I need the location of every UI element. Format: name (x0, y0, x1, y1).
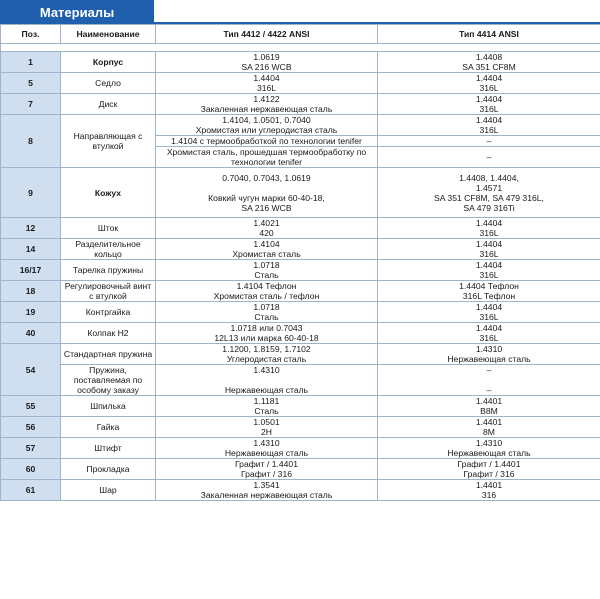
type1-cell-line: 2H (261, 427, 272, 437)
type2-cell (378, 168, 600, 218)
type2-cell-line: 1.4408 (475, 52, 503, 62)
type2-cell-line: 316 (481, 490, 497, 500)
type2-cell-line: 316L (479, 333, 499, 343)
type1-cell (156, 480, 378, 501)
table-row (1, 73, 600, 94)
pos-cell: 12 (1, 218, 61, 239)
pos-cell: 60 (1, 459, 61, 480)
table-row (1, 94, 600, 115)
type2-cell-line: 1.4571 (475, 182, 503, 193)
table-row (1, 323, 600, 344)
type1-cell (156, 365, 378, 396)
type1-cell-line (158, 375, 375, 385)
type1-cell (156, 323, 378, 344)
type1-cell (156, 260, 378, 281)
table-row (1, 396, 600, 417)
table-row (1, 239, 600, 260)
type2-cell-line: 1.4404 (475, 73, 503, 83)
table-row (1, 218, 600, 239)
table-row (1, 302, 600, 323)
type2-cell-line: Графит / 316 (463, 469, 515, 479)
name-cell: Тарелка пружины (61, 260, 156, 281)
type1-cell-line: 1.4021 (253, 218, 280, 228)
type2-cell (378, 136, 600, 147)
type2-cell-line: 1.4401 (475, 480, 503, 490)
type2-cell-line: Нержавеющая сталь (447, 354, 531, 364)
table-row (1, 417, 600, 438)
name-cell: Колпак Н2 (61, 323, 156, 344)
type2-cell-line: SA 479 316Ti (463, 202, 515, 213)
type1-cell-line: 1.0501 (253, 417, 280, 427)
type2-cell-line: 1.4404 (475, 260, 503, 270)
pos-cell: 55 (1, 396, 61, 417)
type1-cell-line: 12L13 или марка 60-40-18 (214, 333, 319, 343)
name-cell: Шпилька (61, 396, 156, 417)
type1-cell (156, 94, 378, 115)
type1-cell-line: Хромистая сталь / тефлон (213, 291, 320, 301)
type2-cell (378, 260, 600, 281)
type1-cell-line: Углеродистая сталь (226, 354, 307, 364)
type2-cell-line: 1.4404 (475, 302, 503, 312)
pos-cell: 40 (1, 323, 61, 344)
type2-cell-line: 1.4310 (475, 438, 503, 448)
materials-table (0, 24, 600, 501)
header-row (1, 25, 600, 44)
type2-cell (378, 302, 600, 323)
pos-cell: 61 (1, 480, 61, 501)
type2-cell-line: 316L (479, 104, 499, 114)
type1-cell-line: 1.0718 (253, 302, 280, 312)
type1-cell-line: 1.4104 (253, 239, 280, 249)
type1-cell (156, 459, 378, 480)
section-title: Материалы (0, 0, 154, 24)
table-row (1, 365, 600, 396)
table-row (1, 281, 600, 302)
type1-cell-line: 316L (256, 83, 277, 93)
type2-cell (378, 438, 600, 459)
type2-cell-line: – (486, 136, 492, 146)
header-name: Наименование (61, 25, 156, 44)
pos-cell: 14 (1, 239, 61, 260)
type2-cell (378, 396, 600, 417)
type1-cell-line: 1.4122 (253, 94, 280, 104)
table-row (1, 480, 600, 501)
type1-cell (156, 147, 378, 168)
type2-cell (378, 323, 600, 344)
name-cell: Седло (61, 73, 156, 94)
type1-cell (156, 115, 378, 136)
type2-cell-line: 1.4404 (475, 115, 503, 125)
pos-cell: 1 (1, 52, 61, 73)
name-cell: Гайка (61, 417, 156, 438)
name-cell: Диск (61, 94, 156, 115)
type1-cell-line: SA 216 WCB (241, 62, 292, 72)
type1-cell-line: 1.0619 (253, 52, 280, 62)
type2-cell-line (380, 375, 598, 385)
materials-table-body (1, 52, 600, 501)
name-cell: Стандартная пружина (61, 344, 156, 365)
name-cell: Кожух (61, 168, 156, 218)
type2-cell (378, 147, 600, 168)
header-type1: Тип 4412 / 4422 ANSI (156, 25, 378, 44)
type2-cell-line: 1.4404 Тефлон (459, 281, 519, 291)
type2-cell (378, 417, 600, 438)
type2-cell (378, 459, 600, 480)
type1-cell-line: Сталь (254, 270, 279, 280)
name-cell: Прокладка (61, 459, 156, 480)
name-cell: Шток (61, 218, 156, 239)
table-row (1, 52, 600, 73)
table-row (1, 260, 600, 281)
type2-cell-line: 1.4404 (475, 94, 503, 104)
pos-cell: 8 (1, 115, 61, 168)
type1-cell-line: 1.1181 (253, 396, 280, 406)
header-spacer (1, 44, 600, 52)
type2-cell-line: SA 351 CF8M, SA 479 316L, (434, 192, 544, 203)
type1-cell (156, 218, 378, 239)
name-cell: Корпус (61, 52, 156, 73)
table-row (1, 438, 600, 459)
type2-cell-line: Графит / 1.4401 (457, 459, 521, 469)
name-cell: Пружина, поставляемая по особому заказу (61, 365, 156, 396)
type1-cell (156, 73, 378, 94)
type1-cell-line: SA 216 WCB (241, 202, 292, 213)
type1-cell-line (158, 183, 375, 193)
type2-cell-line: 316L (479, 312, 499, 322)
header-type2: Тип 4414 ANSI (378, 25, 600, 44)
type1-cell-line: 1.0718 или 0.7043 (230, 323, 303, 333)
pos-cell: 19 (1, 302, 61, 323)
pos-cell: 54 (1, 344, 61, 396)
type1-cell-line: 1.4404 (253, 73, 280, 83)
pos-cell: 9 (1, 168, 61, 218)
type2-cell (378, 115, 600, 136)
table-row (1, 115, 600, 136)
type2-cell-line: 1.4404 (475, 218, 503, 228)
table-row (1, 168, 600, 218)
type1-cell (156, 438, 378, 459)
type2-cell-line: 316L (479, 125, 499, 135)
type1-cell (156, 136, 378, 147)
type1-cell-line: Нержавеющая сталь (224, 448, 309, 458)
type2-cell (378, 52, 600, 73)
type1-cell-line: 0.7040, 0.7043, 1.0619 (222, 172, 311, 183)
type2-cell-line: Нержавеющая сталь (447, 448, 531, 458)
name-cell: Шар (61, 480, 156, 501)
type1-cell (156, 396, 378, 417)
type1-cell-line: 1.4104 Тефлон (236, 281, 297, 291)
type2-cell-line: 316L (479, 249, 499, 259)
pos-cell: 57 (1, 438, 61, 459)
type1-cell-line: Закаленная нержавеющая сталь (200, 490, 333, 500)
type1-cell (156, 168, 378, 218)
type1-cell-line: 1.4310 (253, 365, 280, 375)
type2-cell (378, 94, 600, 115)
type1-cell-line: Хромистая сталь (232, 249, 301, 259)
type2-cell-line: – (486, 152, 492, 162)
type1-cell-line: 1.1200, 1.8159, 1.7102 (222, 344, 311, 354)
type1-cell-line: Сталь (254, 312, 279, 322)
type2-cell-line: 8M (483, 427, 495, 437)
type2-cell-line: 1.4408, 1.4404, (459, 172, 519, 183)
type1-cell-line: Хромистая сталь, прошедшая термообработку по технологии tenifer (166, 147, 367, 167)
type2-cell-line: 1.4404 (475, 323, 503, 333)
type1-cell (156, 239, 378, 260)
type2-cell (378, 239, 600, 260)
type1-cell (156, 417, 378, 438)
type2-cell (378, 73, 600, 94)
name-cell: Контргайка (61, 302, 156, 323)
pos-cell: 56 (1, 417, 61, 438)
type1-cell (156, 344, 378, 365)
table-row (1, 344, 600, 365)
type2-cell-line: 1.4310 (475, 344, 503, 354)
type2-cell-line: 1.4401 (475, 396, 503, 406)
type1-cell-line: Ковкий чугун марки 60-40-18, (208, 192, 325, 203)
type1-cell (156, 52, 378, 73)
type1-cell (156, 281, 378, 302)
type2-cell (378, 365, 600, 396)
type2-cell (378, 480, 600, 501)
type2-cell (378, 281, 600, 302)
type1-cell-line: Нержавеющая сталь (224, 385, 309, 395)
type1-cell-line: Хромистая или углеродистая сталь (195, 125, 338, 135)
type1-cell (156, 302, 378, 323)
type1-cell-line: 1.4104 с термообработкой по технологии tenifer (171, 136, 362, 146)
type2-cell-line: 316L Тефлон (462, 291, 516, 301)
type2-cell (378, 344, 600, 365)
type2-cell-line: 316L (479, 83, 499, 93)
type2-cell-line: 316L (479, 228, 499, 238)
type1-cell-line: 1.4104, 1.0501, 0.7040 (222, 115, 311, 125)
pos-cell: 5 (1, 73, 61, 94)
type2-cell-line: – (486, 385, 492, 395)
type1-cell-line: Графит / 1.4401 (235, 459, 298, 469)
type2-cell (378, 218, 600, 239)
type2-cell-line: B8M (480, 406, 498, 416)
name-cell: Регулировочный винт с втулкой (61, 281, 156, 302)
name-cell: Штифт (61, 438, 156, 459)
type2-cell-line: – (486, 365, 492, 375)
type1-cell-line: Графит / 316 (240, 469, 293, 479)
type1-cell-line: 420 (259, 228, 274, 238)
type2-cell-line: 1.4404 (475, 239, 503, 249)
type2-cell-line: 316L (479, 270, 499, 280)
pos-cell: 16/17 (1, 260, 61, 281)
name-cell: Направляющая с втулкой (61, 115, 156, 168)
table-row (1, 459, 600, 480)
pos-cell: 7 (1, 94, 61, 115)
type1-cell-line: Сталь (254, 406, 279, 416)
type1-cell-line: 1.0718 (253, 260, 280, 270)
type2-cell-line: 1.4401 (475, 417, 503, 427)
pos-cell: 18 (1, 281, 61, 302)
type2-cell-line: SA 351 CF8M (462, 62, 516, 72)
type1-cell-line: 1.4310 (253, 438, 280, 448)
type1-cell-line: Закаленная нержавеющая сталь (200, 104, 333, 114)
header-pos: Поз. (1, 25, 61, 44)
name-cell: Разделительное кольцо (61, 239, 156, 260)
type1-cell-line: 1.3541 (253, 480, 280, 490)
